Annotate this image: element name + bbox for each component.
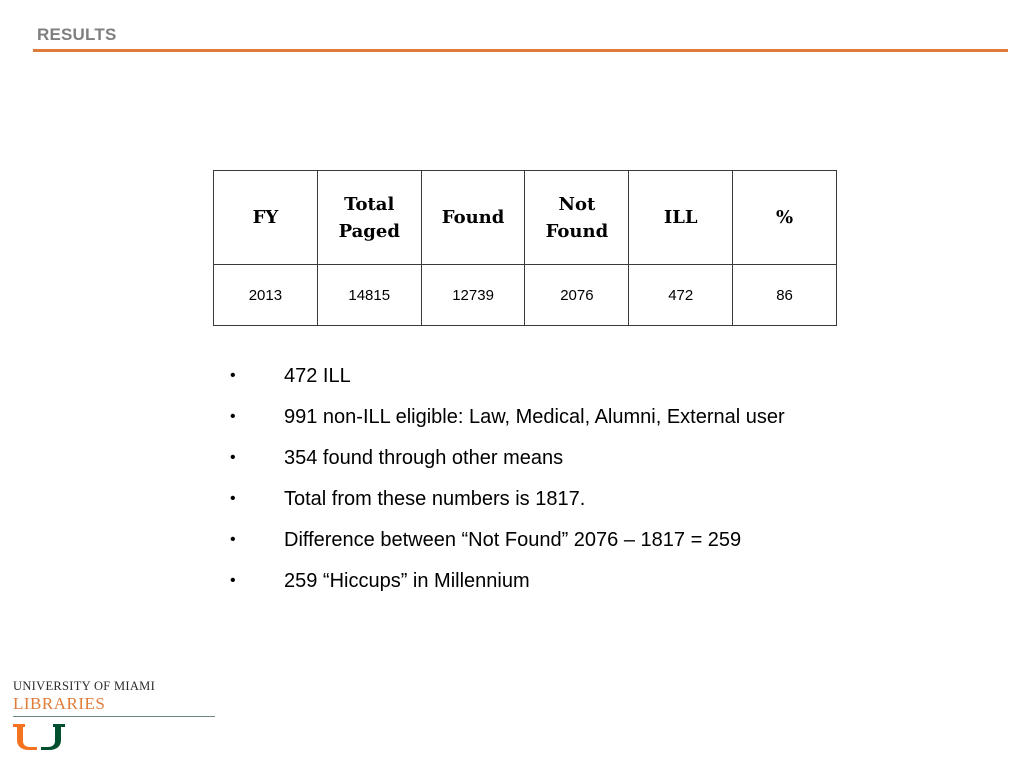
cell-fy: 2013	[214, 265, 318, 326]
university-logo	[13, 679, 215, 754]
column-header-found: Found	[421, 171, 525, 265]
logo-libraries-text: LIBRARIES	[13, 694, 106, 713]
cell-total-paged: 14815	[317, 265, 421, 326]
cell-not-found: 2076	[525, 265, 629, 326]
bullet-marker: •	[230, 490, 236, 507]
u-logo-icon	[13, 724, 65, 750]
cell-found: 12739	[421, 265, 525, 326]
bullet-text: 991 non-ILL eligible: Law, Medical, Alumni, External user	[284, 406, 785, 428]
column-header-ill: ILL	[629, 171, 733, 265]
bullet-marker: •	[230, 531, 236, 548]
bullet-marker: •	[230, 408, 236, 425]
cell-percent: 86	[733, 265, 837, 326]
bullet-text: 472 ILL	[284, 365, 351, 387]
bullet-marker: •	[230, 367, 236, 384]
bullet-text: Total from these numbers is 1817.	[284, 488, 586, 510]
column-header-total-paged: Total Paged	[317, 171, 421, 265]
slide-title: RESULTS	[37, 25, 117, 44]
bullet-marker: •	[230, 572, 236, 589]
column-header-fy: FY	[214, 171, 318, 265]
bullet-text: Difference between “Not Found” 2076 – 1817 = 259	[284, 529, 742, 551]
bullet-text: 259 “Hiccups” in Millennium	[284, 570, 530, 592]
table-row	[214, 265, 837, 326]
logo-university-text: UNIVERSITY OF MIAMI	[13, 679, 156, 693]
logo-divider	[13, 716, 215, 717]
table-header-row	[214, 171, 837, 265]
cell-ill: 472	[629, 265, 733, 326]
title-divider	[33, 49, 1008, 52]
bullet-marker: •	[230, 449, 236, 466]
results-table	[213, 170, 837, 326]
bullet-text: 354 found through other means	[284, 447, 564, 469]
column-header-percent: %	[733, 171, 837, 265]
column-header-not-found: Not Found	[525, 171, 629, 265]
